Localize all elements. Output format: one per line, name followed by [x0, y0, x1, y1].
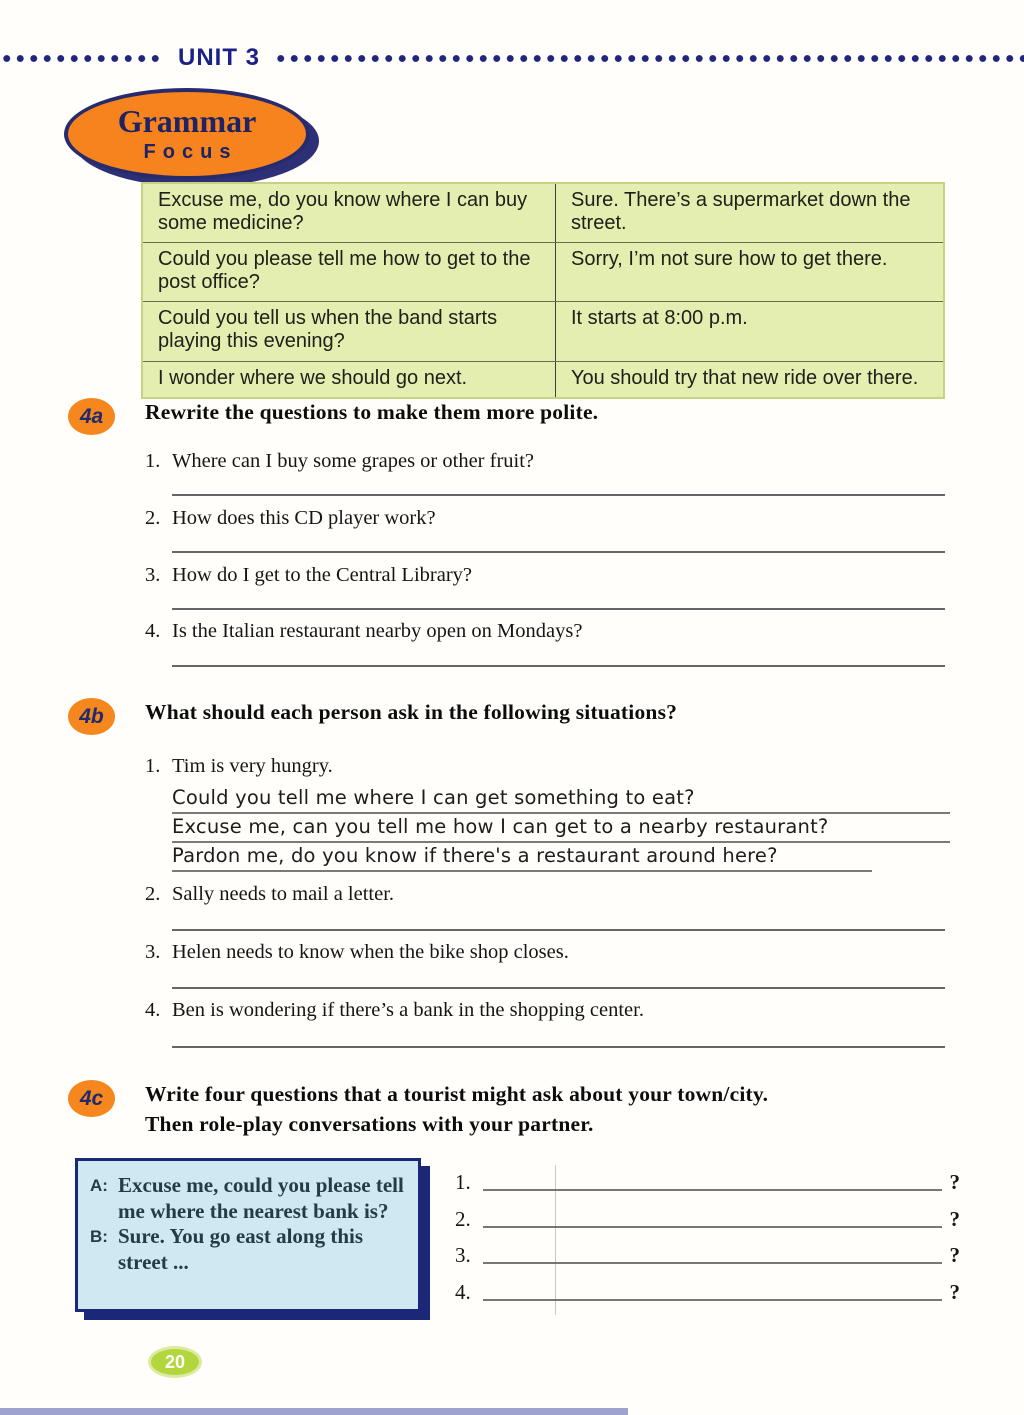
list-item	[145, 999, 644, 1022]
answer-blank	[172, 608, 945, 610]
question-cell: Could you tell us when the band starts playing this evening?	[143, 302, 556, 360]
item-text: Where can I buy some grapes or other fruit?	[172, 450, 535, 472]
blank-number: 4.	[455, 1280, 471, 1304]
handwritten-answer: Excuse me, can you tell me how I can get to a nearby restaurant?	[172, 815, 950, 843]
answer-blank	[172, 665, 945, 667]
dialog-speaker-b	[90, 1224, 408, 1275]
table-row	[143, 242, 943, 301]
item-number: 2.	[145, 883, 161, 905]
section-4a-badge: 4a	[68, 398, 115, 435]
grammar-focus-title: Grammar	[117, 102, 257, 139]
header-rule	[0, 46, 1024, 70]
unit-label: UNIT 3	[178, 44, 261, 71]
question-mark: ?	[949, 1243, 960, 1267]
answer-blank	[172, 494, 945, 496]
answer-cell: Sure. There’s a supermarket down the street.	[571, 189, 911, 234]
speaker-a-label: A:	[90, 1176, 108, 1195]
answer-blank	[483, 1299, 942, 1301]
blank-number: 3.	[455, 1243, 471, 1267]
answer-cell: Sorry, I’m not sure how to get there.	[571, 248, 888, 271]
grammar-focus-subtitle: Focus	[143, 140, 238, 163]
handwritten-answer: Pardon me, do you know if there's a restaurant around here?	[172, 844, 872, 872]
bottom-accent-bar	[0, 1408, 628, 1415]
item-text: Ben is wondering if there’s a bank in the shopping center.	[172, 999, 644, 1021]
answer-blank	[172, 551, 945, 553]
handwritten-answer: Could you tell me where I can get something to eat?	[172, 786, 950, 814]
answer-cell: You should try that new ride over there.	[571, 366, 919, 389]
dotted-rule-right	[274, 54, 1024, 63]
question-cell: I wonder where we should go next.	[143, 362, 556, 398]
list-item	[145, 620, 582, 643]
section-4c-badge: 4c	[68, 1080, 115, 1117]
numbered-question-blank	[455, 1207, 960, 1232]
item-number: 2.	[145, 507, 161, 529]
answer-blank	[172, 987, 945, 989]
item-number: 3.	[145, 941, 161, 963]
question-cell: Could you please tell me how to get to the post office?	[143, 243, 556, 301]
grammar-focus-badge	[64, 88, 310, 180]
table-row	[143, 184, 943, 242]
table-row	[143, 361, 943, 398]
list-item	[145, 564, 472, 587]
item-text: How do I get to the Central Library?	[172, 564, 473, 586]
question-mark: ?	[949, 1207, 960, 1231]
item-text: Tim is very hungry.	[172, 755, 333, 777]
section-4c-title-line1: Write four questions that a tourist might ask about your town/city.	[145, 1082, 769, 1106]
answer-blank	[483, 1189, 942, 1191]
answer-blank	[483, 1226, 942, 1228]
page-number-badge: 20	[148, 1346, 202, 1378]
numbered-question-blank	[455, 1280, 960, 1305]
item-number: 4.	[145, 620, 161, 642]
dialog-speaker-a	[90, 1173, 408, 1224]
list-item	[145, 883, 394, 906]
item-number: 3.	[145, 564, 161, 586]
question-cell: Excuse me, do you know where I can buy some medicine?	[143, 184, 556, 242]
answer-blank	[172, 1046, 945, 1048]
speaker-b-label: B:	[90, 1227, 108, 1247]
item-text: Is the Italian restaurant nearby open on Mondays?	[172, 620, 583, 642]
answer-cell: It starts at 8:00 p.m.	[571, 307, 748, 330]
list-item	[145, 941, 569, 964]
numbered-question-blank	[455, 1170, 960, 1195]
answer-blank	[483, 1262, 942, 1264]
dotted-rule-left	[0, 54, 162, 63]
section-4a-title: Rewrite the questions to make them more polite.	[145, 400, 599, 424]
table-row	[143, 301, 943, 360]
speaker-a-text: Excuse me, could you please tell me where the nearest bank is?	[118, 1173, 404, 1223]
blank-number: 2.	[455, 1207, 471, 1231]
item-text: Sally needs to mail a letter.	[172, 883, 395, 905]
speaker-b-text: Sure. You go east along this street ...	[118, 1224, 364, 1274]
section-4b-title: What should each person ask in the following situations?	[145, 700, 678, 724]
section-4b-badge: 4b	[68, 698, 115, 735]
question-mark: ?	[949, 1170, 960, 1194]
item-text: How does this CD player work?	[172, 507, 436, 529]
item-number: 1.	[145, 755, 161, 777]
item-text: Helen needs to know when the bike shop closes.	[172, 941, 569, 963]
list-item	[145, 507, 436, 530]
item-number: 1.	[145, 450, 161, 472]
answer-blank	[172, 929, 945, 931]
section-4c-title-line2: Then role-play conversations with your partner.	[145, 1112, 594, 1136]
item-number: 4.	[145, 999, 161, 1021]
numbered-question-blank	[455, 1243, 960, 1268]
list-item	[145, 450, 534, 473]
question-mark: ?	[949, 1280, 960, 1304]
grammar-table	[141, 182, 945, 399]
dialog-example-box	[75, 1158, 421, 1312]
list-item	[145, 755, 333, 778]
blank-number: 1.	[455, 1170, 471, 1194]
